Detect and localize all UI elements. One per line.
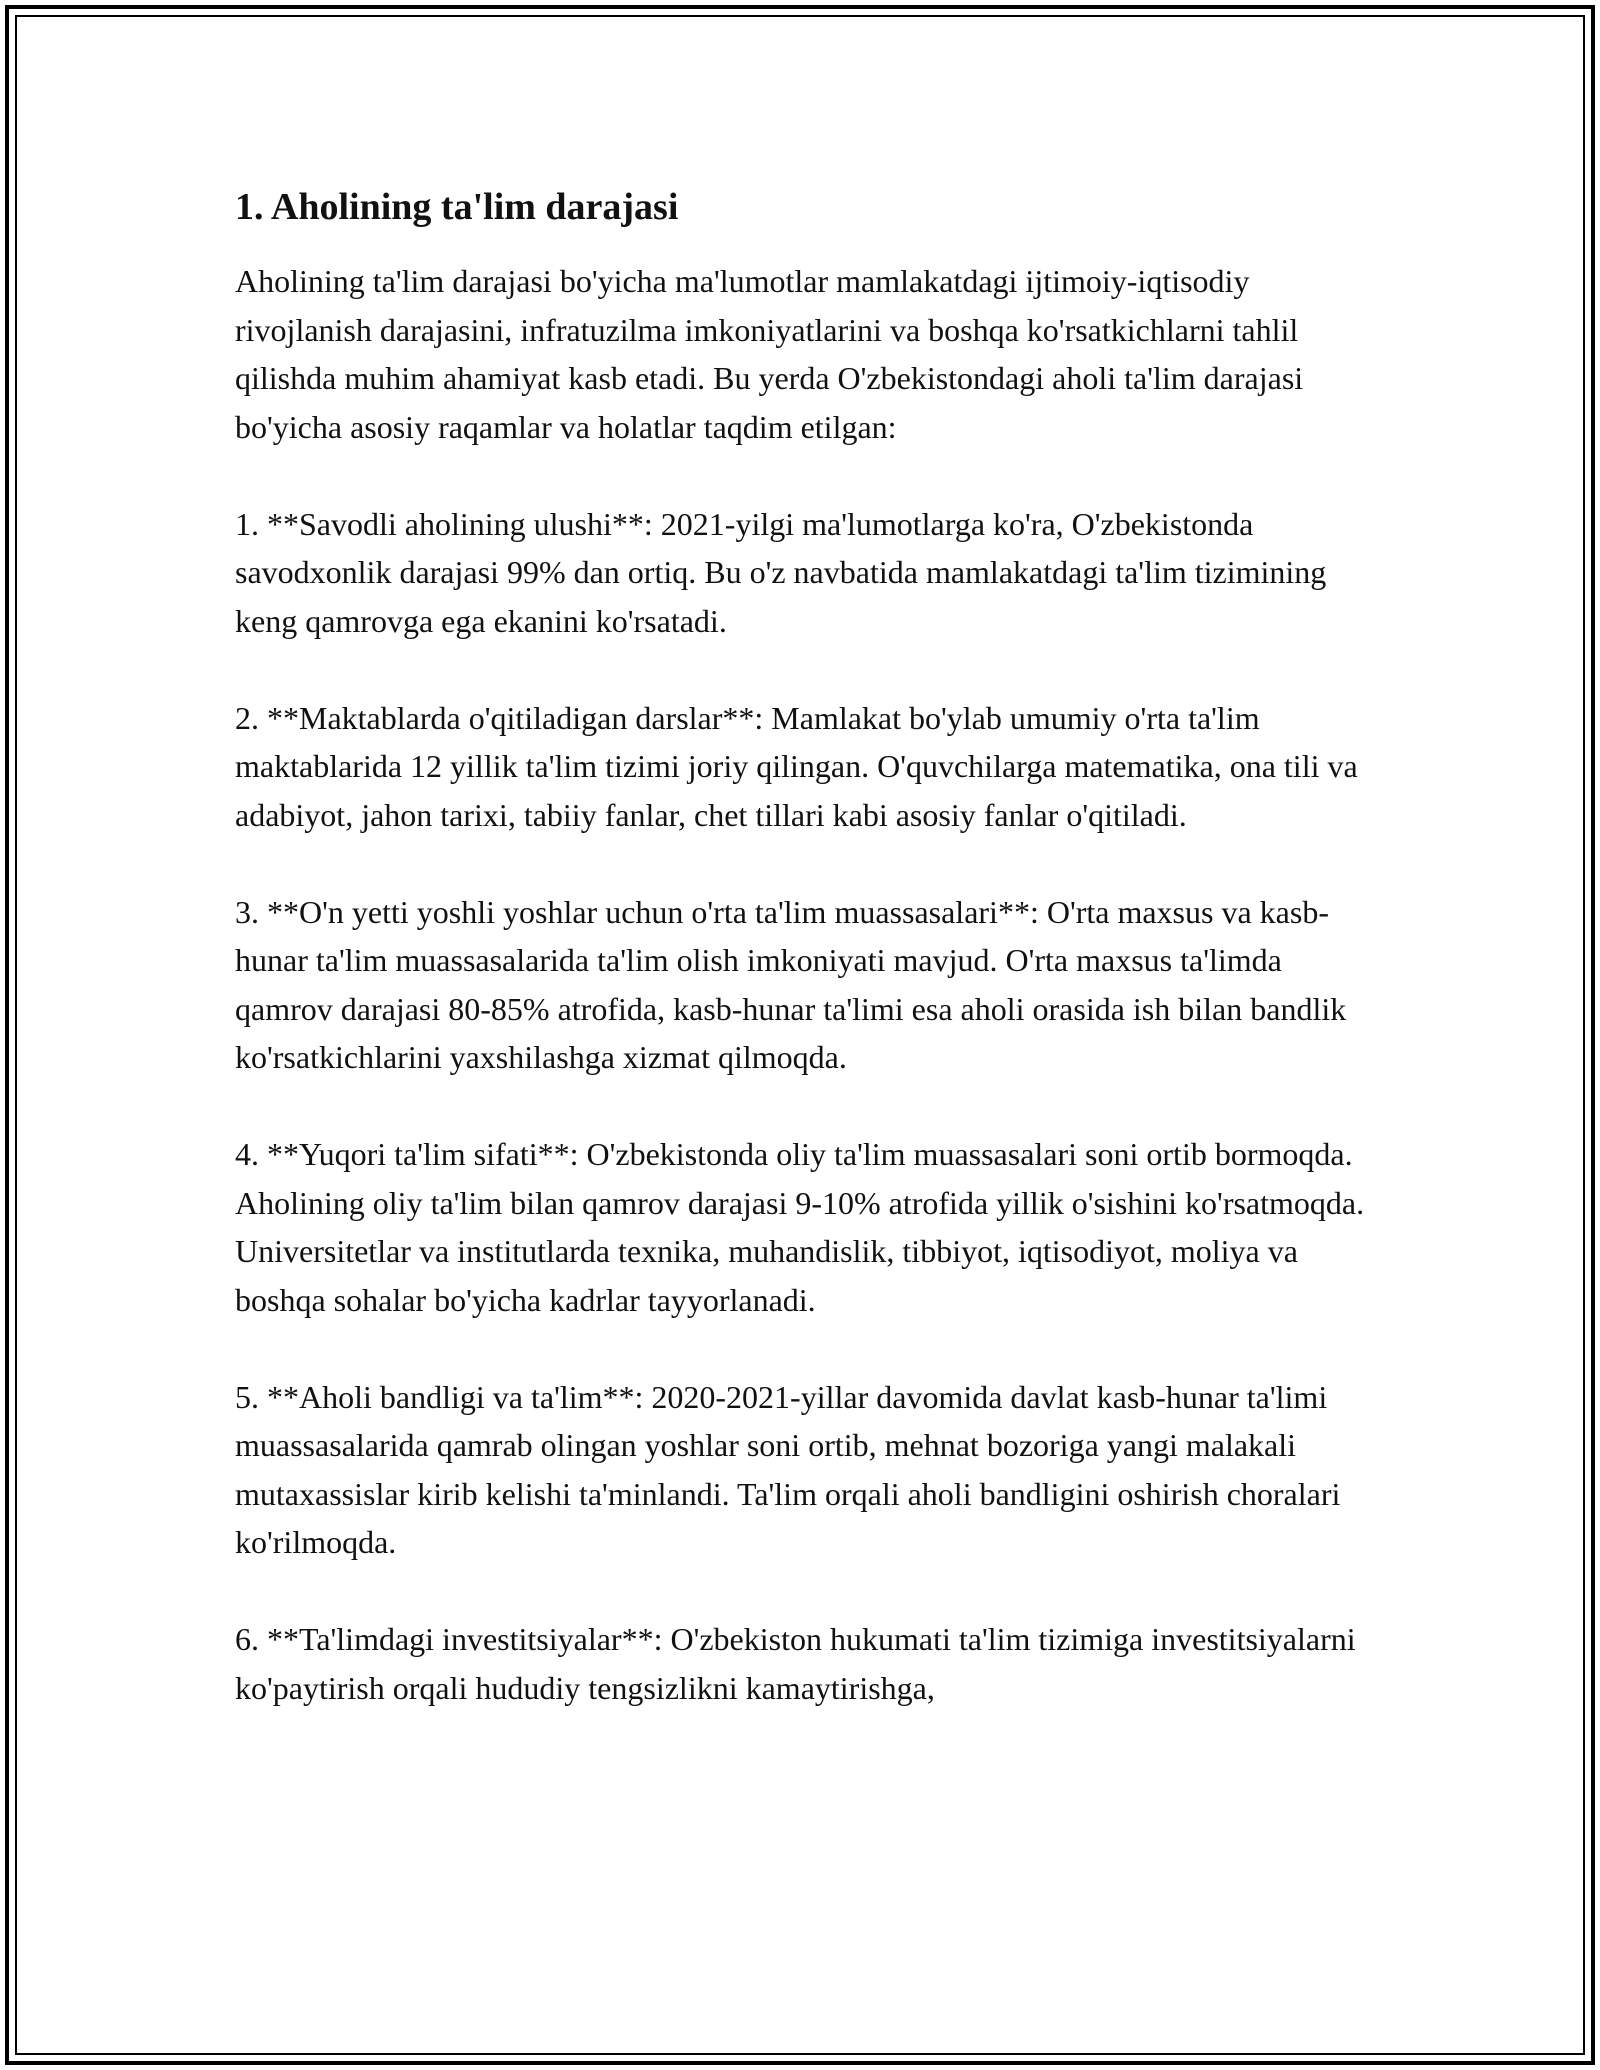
section-heading: 1. Aholining ta'lim darajasi <box>235 186 679 228</box>
list-item: 4. **Yuqori ta'lim sifati**: O'zbekistonda oliy ta'lim muassasalari soni ortib bormoqda. Aholining oliy ta'lim bilan qamrov darajasi 9-10% atrofida yillik o'sishini ko'rsatmoqda. Universitetlar va institutlarda texnika, muhandislik, tibbiyot, iqtisodiyot, moliya va boshqa sohalar bo'yicha kadrlar tayyorlanadi. <box>235 1136 1365 1318</box>
intro-paragraph: Aholining ta'lim darajasi bo'yicha ma'lumotlar mamlakatdagi ijtimoiy-iqtisodiy rivojlanish darajasini, infratuzilma imkoniyatlarini va boshqa ko'rsatkichlarni tahlil qilishda muhim ahamiyat kasb etadi. Bu yerda O'zbekistondagi aholi ta'lim darajasi bo'yicha asosiy raqamlar va holatlar taqdim etilgan: <box>235 263 1304 445</box>
list-item: 5. **Aholi bandligi va ta'lim**: 2020-2021-yillar davomida davlat kasb-hunar ta'limi muassasalarida qamrab olingan yoshlar soni ortib, mehnat bozoriga yangi malakali mutaxassislar kirib kelishi ta'minlandi. Ta'lim orqali aholi bandligini oshirish choralari ko'rilmoqda. <box>235 1378 1341 1560</box>
document-body <box>235 185 1375 1761</box>
list-item: 6. **Ta'limdagi investitsiyalar**: O'zbekiston hukumati ta'lim tizimiga investitsiyalarni ko'paytirish orqali hududiy tengsizlikni kamaytirishga, <box>235 1621 1356 1706</box>
list-item: 3. **O'n yetti yoshli yoshlar uchun o'rta ta'lim muassasalari**: O'rta maxsus va kasb-hunar ta'lim muassasalarida ta'lim olish imkoniyati mavjud. O'rta maxsus ta'limda qamrov darajasi 80-85% atrofida, kasb-hunar ta'limi esa aholi orasida ish bilan bandlik ko'rsatkichlarini yaxshilashga xizmat qilmoqda. <box>235 893 1347 1075</box>
list-item: 1. **Savodli aholining ulushi**: 2021-yilgi ma'lumotlarga ko'ra, O'zbekistonda savodxonlik darajasi 99% dan ortiq. Bu o'z navbatida mamlakatdagi ta'lim tizimining keng qamrovga ega ekanini ko'rsatadi. <box>235 505 1327 639</box>
list-item: 2. **Maktablarda o'qitiladigan darslar**: Mamlakat bo'ylab umumiy o'rta ta'lim maktablarida 12 yillik ta'lim tizimi joriy qilingan. O'quvchilarga matematika, ona tili va adabiyot, jahon tarixi, tabiiy fanlar, chet tillari kabi asosiy fanlar o'qitiladi. <box>235 699 1358 833</box>
